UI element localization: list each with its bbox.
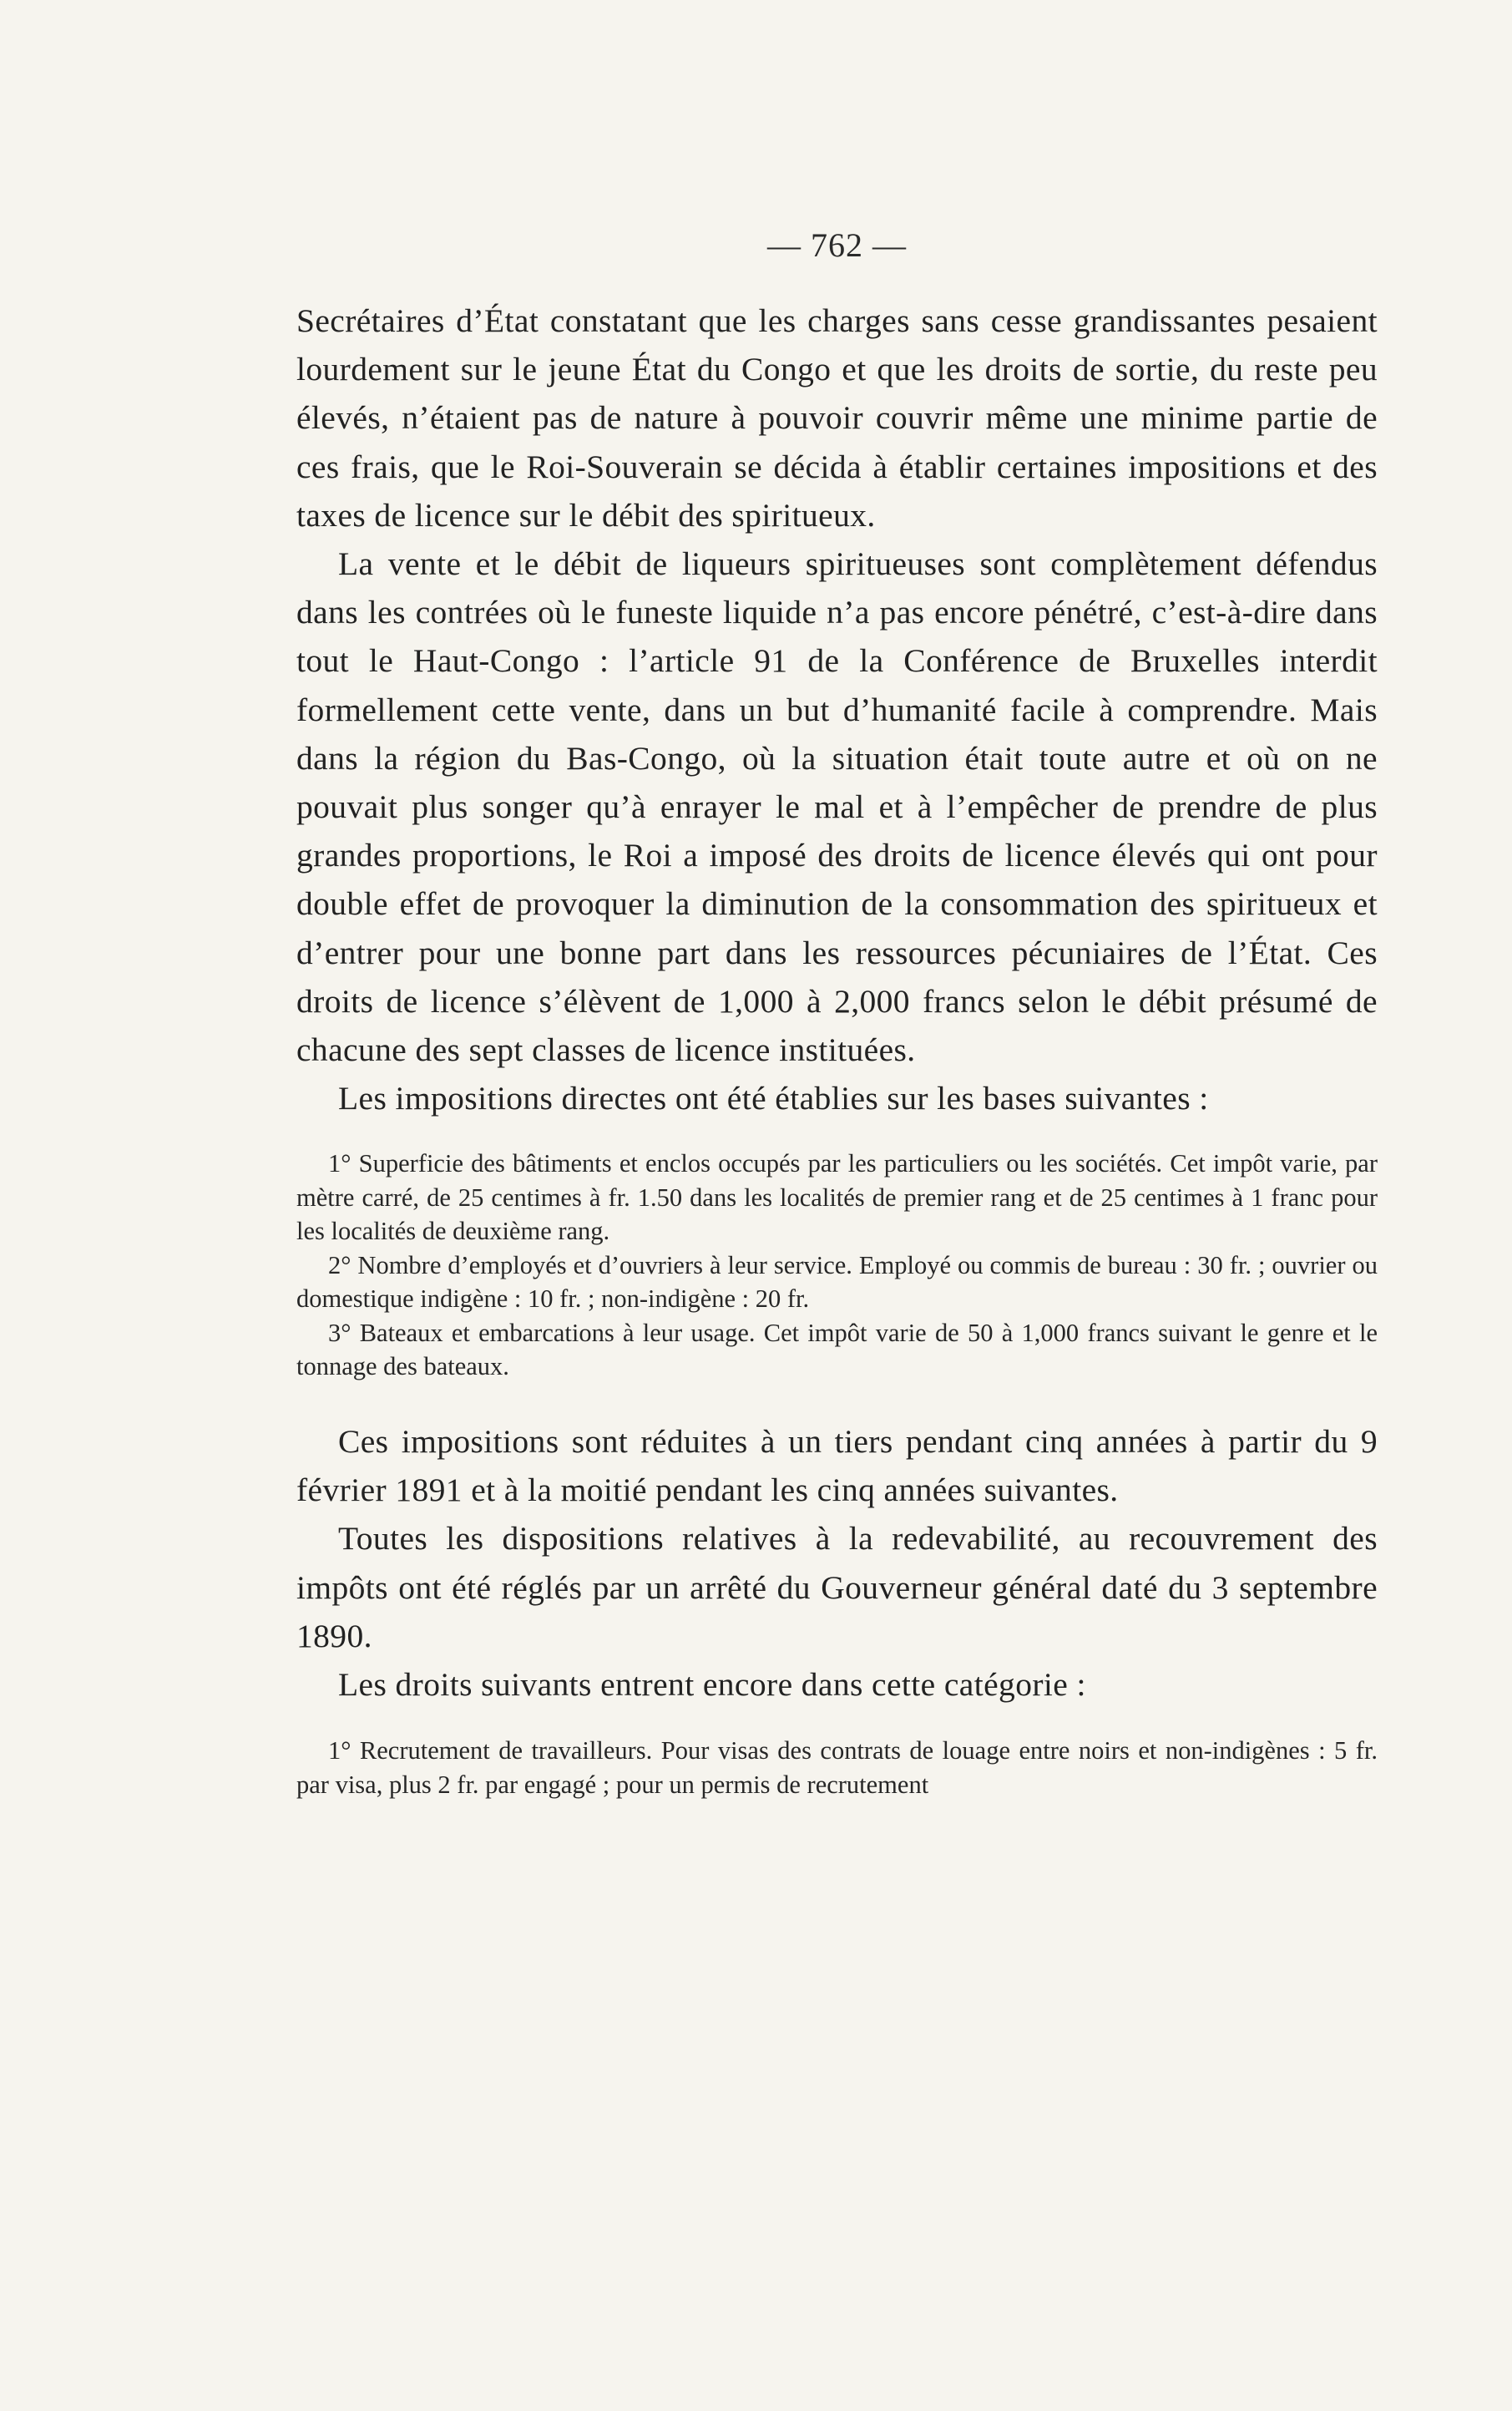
paragraph: Ces impositions sont réduites à un tiers pendant cinq années à partir du 9 février 1891 et à la moitié pendant les cinq années suivantes. (296, 1422, 1378, 1509)
paragraph: Secrétaires d’État constatant que les charges sans cesse grandissantes pesaient lourdement sur le jeune État du Congo et que les droits de sortie, du reste peu élevés, n’étaient pas de nature à pouvoir couvrir même une minime partie de ces frais, que le Roi-Souverain se décida à établir certaines impositions et des taxes de licence sur le débit des spiritueux. (296, 302, 1378, 534)
footnote-item: 1° Recrutement de travailleurs. Pour visas des contrats de louage entre noirs et non-indigènes : 5 fr. par visa, plus 2 fr. par engagé ; pour un permis de recrutement (296, 1736, 1378, 1799)
footnotes-2 (296, 1734, 1378, 1801)
footnote-item: 3° Bateaux et embarcations à leur usage. Cet impôt varie de 50 à 1,000 francs suivant le genre et le tonnage des bateaux. (296, 1318, 1378, 1381)
paragraph: Les droits suivants entrent encore dans cette catégorie : (338, 1665, 1086, 1703)
paragraph: Toutes les dispositions relatives à la redevabilité, au recouvrement des impôts ont été réglés par un arrêté du Gouverneur général daté du 3 septembre 1890. (296, 1520, 1378, 1654)
section-2 (296, 1417, 1378, 1709)
section-1 (296, 296, 1378, 1122)
footnotes-1 (296, 1147, 1378, 1384)
paragraph: La vente et le débit de liqueurs spiritueuses sont complètement défendus dans les contrées où le funeste liquide n’a pas encore pénétré, c’est-à-dire dans tout le Haut-Congo : l’article 91 de la Conférence de Bruxelles interdit formellement cette vente, dans un but d’humanité facile à comprendre. Mais dans la région du Bas-Congo, où la situation était toute autre et où on ne pouvait plus songer qu’à enrayer le mal et à l’empêcher de prendre de plus grandes proportions, le Roi a imposé des droits de licence élevés qui ont pour double effet de provoquer la diminution de la consommation des spiritueux et d’entrer pour une bonne part dans les ressources pécuniaires de l’État. Ces droits de licence s’élèvent de 1,000 à 2,000 francs selon le débit présumé de chacune des sept classes de licence instituées. (296, 545, 1378, 1069)
paragraph: Les impositions directes ont été établies sur les bases suivantes : (338, 1080, 1209, 1117)
page-number: — 762 — (767, 226, 907, 264)
footnote-item: 1° Superficie des bâtiments et enclos occupés par les particuliers ou les sociétés. Cet impôt varie, par mètre carré, de 25 centimes à fr. 1.50 dans les localités de premier rang et de 25 centimes à 1 franc pour les localités de deuxième rang. (296, 1149, 1378, 1246)
page-content (296, 225, 1378, 1801)
footnote-item: 2° Nombre d’employés et d’ouvriers à leur service. Employé ou commis de bureau : 30 fr. ; ouvrier ou domestique indigène : 10 fr. ; non-indigène : 20 fr. (296, 1250, 1378, 1314)
